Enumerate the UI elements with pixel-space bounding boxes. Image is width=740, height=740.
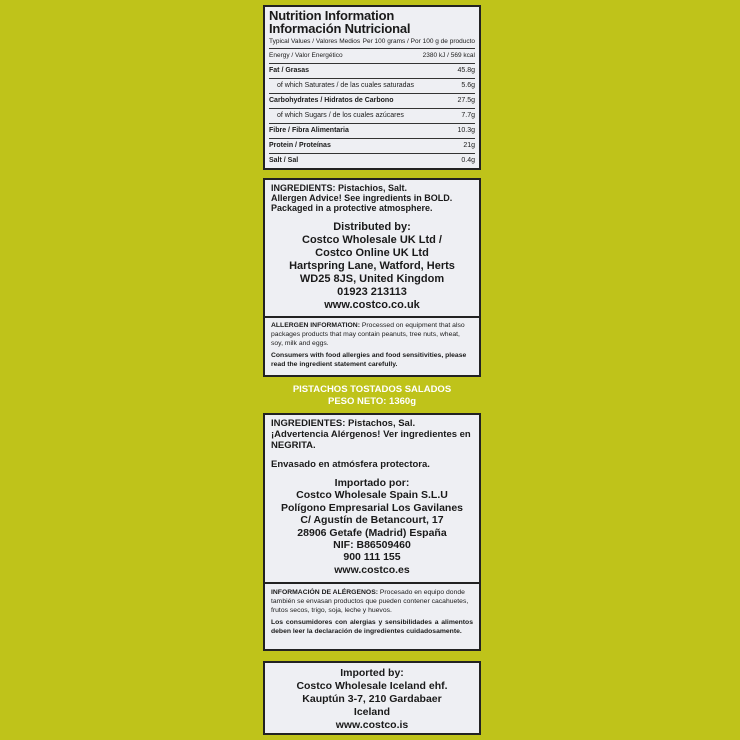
uk-allergen-info	[271, 321, 473, 348]
uk-allergen-label: ALLERGEN INFORMATION:	[271, 322, 360, 329]
iceland-importer-panel	[263, 661, 481, 735]
nutrition-value: 10.3g	[457, 127, 475, 134]
nutrition-label: Energy / Valor Energético	[269, 52, 343, 59]
nutrition-value: 0.4g	[461, 157, 475, 164]
importer-phone: 900 111 155	[343, 551, 401, 564]
es-allergen-label: INFORMACIÓN DE ALÉRGENOS:	[271, 589, 378, 596]
importer-website: www.costco.es	[334, 563, 410, 576]
nutrition-header	[269, 38, 475, 49]
nutrition-row-fibre	[269, 124, 475, 139]
iceland-website: www.costco.is	[335, 719, 409, 731]
importer-line: 28906 Getafe (Madrid) España	[297, 526, 447, 539]
nutrition-title-es: Información Nutricional	[269, 21, 411, 36]
distributor-phone: 01923 213113	[337, 286, 407, 298]
uk-distributor-block	[265, 221, 479, 312]
nutrition-label: of which Saturates / de las cuales saturadas	[277, 82, 414, 89]
nutrition-row-saturates	[269, 79, 475, 94]
uk-packaging-note: Packaged in a protective atmosphere.	[271, 203, 433, 213]
nutrition-value: 27.5g	[457, 97, 475, 104]
nutrition-value: 5.6g	[461, 82, 475, 89]
nutrition-value: 2380 kJ / 569 kcal	[422, 52, 475, 59]
iceland-line: Costco Wholesale Iceland ehf.	[296, 680, 448, 692]
nutrition-label: Protein / Proteínas	[269, 142, 331, 149]
nutrition-value: 21g	[463, 142, 475, 149]
uk-ingredients-panel	[263, 178, 481, 318]
nutrition-panel	[263, 5, 481, 170]
es-allergen-advice: ¡Advertencia Alérgenos! Ver ingredientes en NEGRITA.	[271, 429, 471, 451]
es-ingredients-panel	[263, 413, 481, 584]
importer-line: Costco Wholesale Spain S.L.U	[296, 489, 448, 502]
nutrition-header-left: Typical Values / Valores Medios	[269, 38, 361, 45]
nutrition-value: 7.7g	[461, 112, 475, 119]
distributor-line: Hartspring Lane, Watford, Herts	[289, 260, 455, 272]
importer-line: Polígono Empresarial Los Gavilanes	[280, 501, 464, 514]
nutrition-row-protein	[269, 139, 475, 154]
nutrition-label: Fat / Grasas	[269, 67, 310, 74]
nutrition-row-energy	[269, 49, 475, 64]
uk-allergen-warning: Consumers with food allergies and food sensitivities, please read the ingredient statement carefully.	[271, 352, 467, 368]
net-weight: PESO NETO: 1360g	[328, 396, 416, 407]
uk-allergen-advice: Allergen Advice! See ingredients in BOLD.	[271, 193, 453, 203]
nutrition-label: of which Sugars / de los cuales azúcares	[277, 112, 404, 119]
es-packaging-note: Envasado en atmósfera protectora.	[271, 459, 430, 470]
nutrition-row-fat	[269, 64, 475, 79]
distributor-website: www.costco.co.uk	[324, 299, 420, 311]
nutrition-row-salt	[269, 154, 475, 168]
nutrition-header-right: Per 100 grams / Por 100 g de producto	[362, 38, 475, 45]
es-allergen-panel	[263, 582, 481, 651]
es-ingredients-line: INGREDIENTES: Pistachos, Sal.	[271, 418, 416, 429]
importer-tax-id: NIF: B86509460	[333, 539, 411, 552]
distributor-line: WD25 8JS, United Kingdom	[299, 273, 445, 285]
nutrition-row-sugars	[269, 109, 475, 124]
uk-ingredients-line: INGREDIENTS: Pistachios, Salt.	[271, 183, 408, 193]
iceland-line: Iceland	[353, 706, 391, 718]
es-allergen-info	[271, 588, 473, 615]
iceland-importer-block	[265, 667, 479, 732]
nutrition-row-carbohydrates	[269, 94, 475, 109]
importer-heading: Importado por:	[334, 477, 410, 489]
es-ingredients-text	[265, 415, 479, 470]
es-allergen-text: Procesado en equipo donde también se envasan productos que pueden contener cacahuetes, frutos secos, trigo, soja, leche y huevos.	[271, 589, 469, 614]
product-name: PISTACHOS TOSTADOS SALADOS	[292, 384, 452, 395]
distributor-line: Costco Wholesale UK Ltd /	[302, 234, 442, 246]
nutrition-value: 45.8g	[457, 67, 475, 74]
uk-ingredients-text	[265, 180, 479, 213]
iceland-line: Kauptún 3-7, 210 Gardabaer	[302, 693, 442, 705]
nutrition-label: Fibre / Fibra Alimentaria	[269, 127, 349, 134]
nutrition-label: Salt / Sal	[269, 157, 299, 164]
uk-allergen-text: Processed on equipment that also packages products that may contain peanuts, tree nuts, wheat, soy, milk and eggs.	[271, 322, 465, 347]
es-importer-block	[265, 477, 479, 576]
uk-allergen-panel	[263, 316, 481, 377]
iceland-heading: Imported by:	[340, 667, 404, 679]
distributor-heading: Distributed by:	[333, 221, 411, 233]
distributor-line: Costco Online UK Ltd	[315, 247, 429, 259]
es-allergen-warning: Los consumidores con alergias y sensibilidades a alimentos deben leer la declaración de ingredientes cuidadosamente.	[271, 619, 473, 635]
nutrition-title-en: Nutrition Information	[269, 8, 395, 23]
importer-line: C/ Agustín de Betancourt, 17	[300, 514, 444, 527]
nutrition-label: Carbohydrates / Hidratos de Carbono	[269, 97, 394, 104]
